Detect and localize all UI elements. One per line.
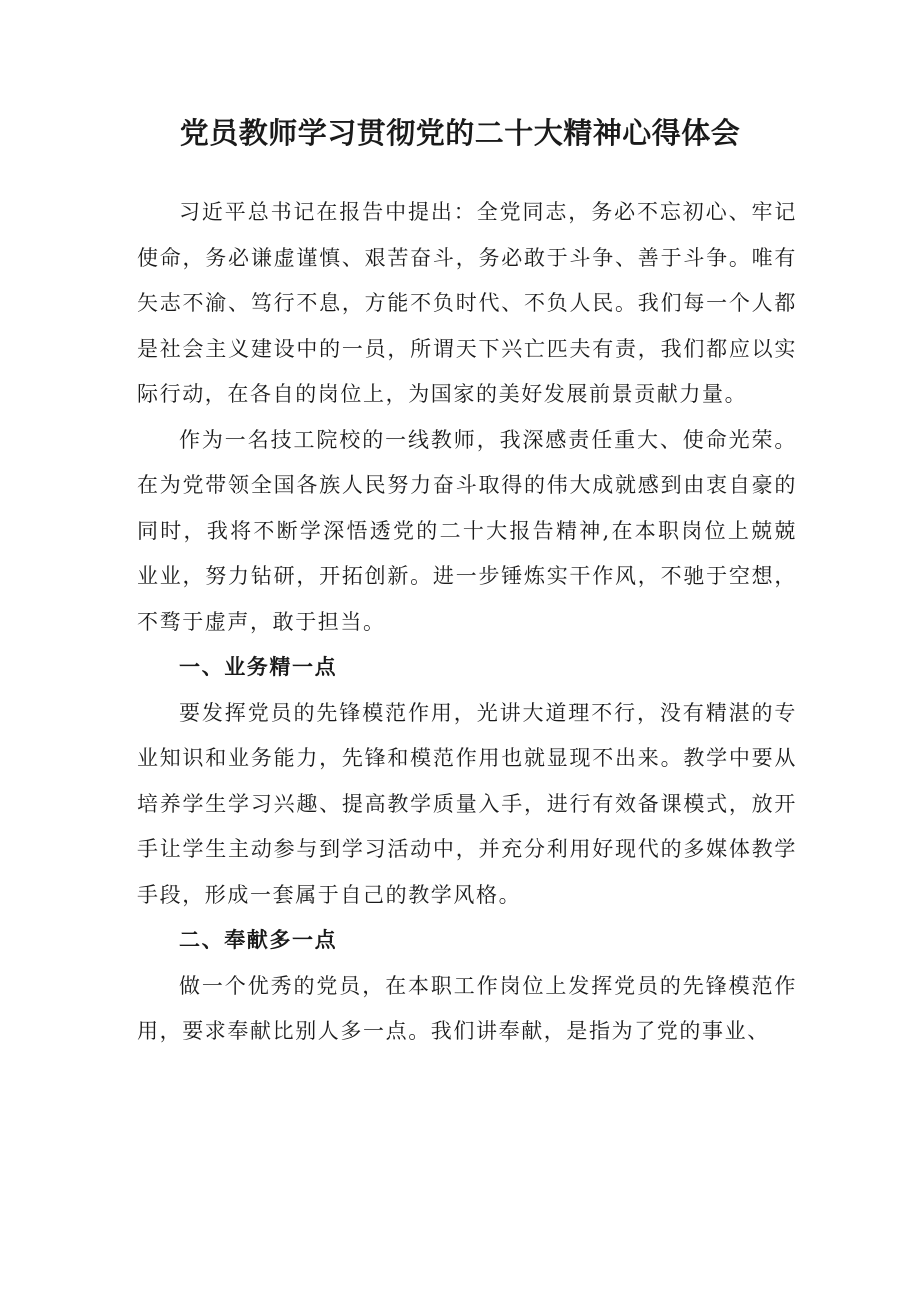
section-heading-1: 一、业务精一点	[179, 655, 338, 679]
paragraph-4: 做一个优秀的党员，在本职工作岗位上发挥党员的先锋模范作用，要求奉献比别人多一点。我们讲奉献，是指为了党的事业、	[137, 973, 797, 1043]
section-heading-2: 二、奉献多一点	[179, 928, 338, 952]
document-body	[137, 190, 797, 1055]
paragraph-1: 习近平总书记在报告中提出：全党同志，务必不忘初心、牢记使命，务必谦虚谨慎、艰苦奋斗，务必敢于斗争、善于斗争。唯有矢志不渝、笃行不息，方能不负时代、不负人民。我们每一个人都是社会主义建设中的一员，所谓天下兴亡匹夫有责，我们都应以实际行动，在各自的岗位上，为国家的美好发展前景贡献力量。	[137, 200, 797, 406]
document-title: 党员教师学习贯彻党的二十大精神心得体会	[179, 116, 741, 150]
paragraph-3: 要发挥党员的先锋模范作用，光讲大道理不行，没有精湛的专业知识和业务能力，先锋和模范作用也就显现不出来。教学中要从培养学生学习兴趣、提高教学质量入手，进行有效备课模式，放开手让学生主动参与到学习活动中，并充分利用好现代的多媒体教学手段，形成一套属于自己的教学风格。	[137, 700, 797, 907]
paragraph-2: 作为一名技工院校的一线教师，我深感责任重大、使命光荣。在为党带领全国各族人民努力奋斗取得的伟大成就感到由衷自豪的同时，我将不断学深悟透党的二十大报告精神,在本职岗位上兢兢业业，努力钻研，开拓创新。进一步锤炼实干作风，不驰于空想，不骛于虚声，敢于担当。	[137, 427, 797, 634]
